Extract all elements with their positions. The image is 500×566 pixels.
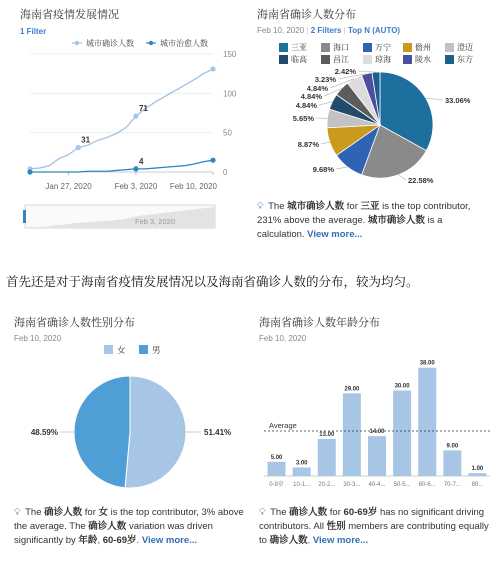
age-date: Feb 10, 2020 (259, 334, 307, 343)
legend-label: 琼海 (375, 55, 391, 64)
bar (268, 462, 286, 476)
series-line-confirmed (30, 69, 213, 169)
trend-filter-link[interactable]: 1 Filter (20, 27, 47, 36)
city-view-more-link[interactable]: View more... (307, 229, 363, 240)
pie-slice-label: 4.84% (300, 92, 322, 101)
article-caption: 首先还是对于海南省疫情发展情况以及海南省确诊人数的分布，较为均匀。 (6, 275, 419, 289)
bar-value-label: 38.00 (419, 360, 435, 367)
pie-slice-label: 9.68% (312, 165, 334, 174)
trend-line-chart (0, 0, 250, 260)
lightbulb-icon: 💡︎ (257, 201, 264, 212)
bar (418, 368, 436, 476)
bar (468, 473, 486, 476)
bar (343, 393, 361, 476)
pie-slice-label: 5.65% (292, 114, 314, 123)
pie-slice-label: 4.84% (306, 84, 328, 93)
x-tick-label: 60-6... (418, 482, 436, 488)
pie-slice (74, 376, 130, 488)
legend-label: 三亚 (291, 43, 307, 52)
pie-slice-label: 4.84% (295, 101, 317, 110)
legend-swatch (139, 345, 148, 354)
bar (293, 467, 311, 476)
legend-label: 昌江 (333, 55, 349, 64)
legend-label: 男 (152, 345, 161, 355)
gender-insight: 💡︎ The 确诊人数 for 女 is the top contributor, 3% above the average. The 确诊人数 variation was driven significantly by 年龄, 60-69岁. View more... (14, 507, 244, 546)
age-insight: 💡︎ The 确诊人数 for 60-69岁 has no significant driving contributors. All 性别 members are contributing equally to 确诊人数. View more... (259, 507, 489, 546)
city-insight: 💡︎ The 城市确诊人数 for 三亚 is the top contributor, 231% above the average. 城市确诊人数 is a calculation. View more... (257, 201, 471, 240)
city-filters-link[interactable]: 2 Filters (310, 26, 342, 35)
data-point (210, 158, 215, 163)
x-tick-label: 70-7... (443, 482, 461, 488)
y-tick-label: 0 (223, 168, 228, 177)
data-point (27, 169, 32, 174)
city-panel: 海南省确诊人数分布 Feb 10, 2020 | 2 Filters | Top N (AUTO) (257, 6, 497, 35)
x-tick-label: Feb 10, 2020 (169, 182, 217, 191)
city-pie-chart (250, 0, 500, 200)
bar (368, 436, 386, 476)
x-tick-label: 0-9岁 (269, 482, 284, 488)
legend-label: 海口 (333, 43, 349, 52)
legend-label: 东方 (457, 55, 473, 64)
pie-slice-label: 3.23% (314, 75, 336, 84)
gender-view-more-link[interactable]: View more... (141, 535, 198, 546)
data-point (133, 166, 138, 171)
age-title: 海南省确诊人数年龄分布 (259, 317, 380, 329)
legend-label: 陵水 (415, 55, 431, 64)
x-tick-label: 80... (471, 482, 484, 488)
gender-date: Feb 10, 2020 (14, 334, 62, 343)
pie-slice-label: 22.58% (408, 176, 434, 185)
city-title: 海南省确诊人数分布 (257, 9, 356, 21)
data-label: 71 (138, 104, 148, 114)
x-tick-label: 10-1... (293, 482, 311, 488)
series-line-cured (30, 160, 213, 172)
pie-slice-label: 51.41% (204, 428, 232, 437)
city-date: Feb 10, 2020 (257, 26, 305, 35)
bar-value-label: 1.00 (471, 466, 484, 473)
y-tick-label: 100 (223, 89, 237, 99)
pie-slice (125, 376, 186, 488)
pie-leader-line (321, 142, 330, 144)
bar-value-label: 13.00 (319, 431, 335, 438)
y-tick-label: 150 (223, 50, 237, 59)
lightbulb-icon: 💡︎ (259, 507, 266, 518)
legend-label: 城市确诊人数 (86, 39, 134, 48)
x-tick-label: 40-4... (368, 482, 386, 488)
data-label: 31 (81, 135, 91, 145)
bar-value-label: 29.00 (344, 386, 360, 393)
pie-slice-label: 8.87% (297, 140, 319, 149)
brush-handle-left (23, 210, 26, 223)
legend-swatch (104, 345, 113, 354)
pie-leader-line (358, 71, 376, 72)
lightbulb-icon: 💡︎ (14, 507, 21, 518)
bar-value-label: 14.00 (369, 429, 385, 436)
legend-label: 澄迈 (457, 43, 473, 52)
bar-value-label: 30.00 (394, 383, 410, 390)
pie-leader-line (398, 175, 406, 180)
data-point (133, 114, 138, 119)
gender-pie-chart (0, 330, 250, 500)
bar (393, 391, 411, 477)
data-label: 4 (138, 156, 144, 166)
x-tick-label: Jan 27, 2020 (45, 182, 92, 191)
pie-leader-line (319, 102, 332, 105)
legend-label: 儋州 (415, 43, 431, 52)
pie-leader-line (336, 167, 348, 169)
x-tick-label: 50-5... (393, 482, 411, 488)
legend-label: 女 (117, 345, 126, 355)
pie-slice-label: 2.42% (334, 67, 356, 76)
bar-value-label: 9.00 (446, 443, 459, 450)
city-topn-link[interactable]: Top N (AUTO) (347, 26, 401, 35)
brush-label: Feb 3, 2020 (134, 217, 176, 226)
bar (443, 450, 461, 476)
bar-value-label: 3.00 (295, 460, 308, 467)
average-label: Average (269, 421, 297, 431)
x-tick-label: 30-3... (343, 482, 361, 488)
gender-title: 海南省确诊人数性别分布 (14, 317, 135, 329)
bar-value-label: 5.00 (270, 454, 283, 461)
age-view-more-link[interactable]: View more... (312, 535, 369, 546)
legend-label: 万宁 (375, 43, 391, 52)
bar (318, 439, 336, 476)
pie-leader-line (426, 98, 443, 100)
x-tick-label: 20-2... (318, 482, 336, 488)
age-bar-chart (250, 330, 500, 500)
data-point (76, 145, 81, 150)
x-tick-label: Feb 3, 2020 (114, 182, 158, 191)
legend-marker-icon (75, 41, 79, 45)
pie-slice-label: 33.06% (445, 96, 471, 105)
trend-title: 海南省疫情发展情况 (20, 9, 119, 21)
legend-label: 城市治愈人数 (160, 39, 208, 48)
legend-label: 临高 (291, 55, 307, 64)
data-point (210, 66, 215, 71)
pie-slice-label: 48.59% (30, 428, 58, 437)
legend-marker-icon (149, 41, 153, 45)
y-tick-label: 50 (223, 128, 232, 138)
